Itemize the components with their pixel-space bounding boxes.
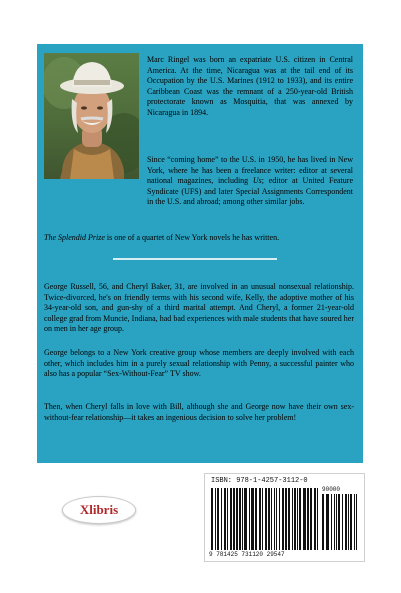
barcode-bar	[322, 494, 324, 550]
barcode-bar	[307, 488, 309, 550]
bio-text: is one of a quartet of New York novels he has written.	[104, 233, 280, 242]
barcode-bar	[299, 488, 301, 550]
barcode-bar	[348, 494, 349, 550]
barcode-bar	[215, 488, 216, 550]
barcode-bar	[227, 488, 228, 550]
price-code: 90000	[322, 486, 341, 493]
barcode-bar	[326, 494, 329, 550]
barcode-digits: 9 781425 731120 29547	[209, 551, 285, 558]
barcode-bar	[274, 488, 275, 550]
barcode-bar	[336, 494, 337, 550]
barcode-bar	[242, 488, 243, 550]
barcode-bar	[303, 488, 306, 550]
barcode-bar	[276, 488, 277, 550]
barcode	[204, 473, 365, 562]
barcode-bar	[255, 488, 257, 550]
logo-text: Xlibris	[79, 502, 119, 517]
synopsis-paragraph-2: George belongs to a New York creative group whose members are deeply involved with each other, which includes him in a purely sexual relationship with Penny, a successful painter who also has a popular “Sex-Without-Fear” TV show.	[44, 348, 354, 378]
barcode-bar	[317, 488, 318, 550]
isbn-text: ISBN: 978-1-4257-3112-0	[211, 477, 308, 485]
magazine-title: Us	[252, 176, 262, 185]
barcode-bar	[251, 488, 254, 550]
barcode-bar	[236, 488, 238, 550]
barcode-bar	[221, 488, 222, 550]
barcode-bar	[331, 494, 332, 550]
barcode-bar	[288, 488, 290, 550]
barcode-bar	[259, 488, 261, 550]
author-bio-paragraph-2	[147, 155, 353, 208]
barcode-bar	[244, 488, 247, 550]
barcode-bar	[345, 494, 347, 550]
barcode-bar	[342, 494, 343, 550]
author-photo	[44, 53, 139, 179]
ean-barcode-bars	[211, 488, 319, 550]
bio-text: Since “coming home” to the U.S. in 1950, he has lived in New York, where he has been a freelance writer: editor at several national magazines, including	[147, 155, 353, 185]
barcode-bar	[297, 488, 298, 550]
section-divider	[113, 258, 277, 260]
barcode-bar	[354, 494, 355, 550]
barcode-bar	[249, 488, 250, 550]
barcode-bar	[338, 494, 340, 550]
barcode-bar	[279, 488, 280, 550]
xlibris-logo	[62, 496, 136, 524]
barcode-bar	[310, 488, 312, 550]
author-bio-paragraph-1: Marc Ringel was born an expatriate U.S. citizen in Central America. At the time, Nicaragua was at the tail end of its Occupation by the U.S. Marines (1912 to 1933), and its entire Caribbean Coast was the remnant of a 250-year-old British protectorate known as Mosquitia, that was annexed by Nicaragua in 1894.	[147, 55, 353, 117]
barcode-bar	[239, 488, 241, 550]
barcode-bar	[224, 488, 226, 550]
author-bio-paragraph-3	[44, 233, 354, 244]
barcode-bar	[262, 488, 263, 550]
barcode-bar	[265, 488, 267, 550]
barcode-bar	[334, 494, 335, 550]
bio-text: ; editor at United Feature Syndicate (UFS) and later Special Assignments Correspondent in the U.S. and abroad; among other similar jobs.	[147, 176, 354, 206]
barcode-bar	[268, 488, 270, 550]
barcode-bar	[233, 488, 235, 550]
barcode-bar	[292, 488, 293, 550]
barcode-bar	[282, 488, 284, 550]
book-title: The Splendid Prize	[44, 233, 105, 242]
barcode-bar	[217, 488, 219, 550]
addon-barcode-bars	[322, 494, 358, 550]
barcode-bar	[230, 488, 232, 550]
barcode-bar	[356, 494, 357, 550]
barcode-bar	[350, 494, 352, 550]
barcode-bar	[294, 488, 296, 550]
synopsis-paragraph-3: Then, when Cheryl falls in love with Bill, although she and George now have their own sex-without-fear relationship—it takes an ingenious decision to solve her problem!	[44, 402, 354, 422]
barcode-bar	[271, 488, 272, 550]
barcode-bar	[314, 488, 316, 550]
barcode-bar	[285, 488, 287, 550]
barcode-bar	[211, 488, 213, 550]
synopsis-paragraph-1: George Russell, 56, and Cheryl Baker, 31, are involved in an unusual nonsexual relationship. Twice-divorced, he's on friendly terms with his second wife, Kelly, the adoptive mother of his 34-year-old son, and gun-shy of a third marital attempt. And Cheryl, a former 21-year-old college grad from Muncie, Indiana, had bad experiences with male students that have soured her on men in her age group.	[44, 282, 354, 333]
